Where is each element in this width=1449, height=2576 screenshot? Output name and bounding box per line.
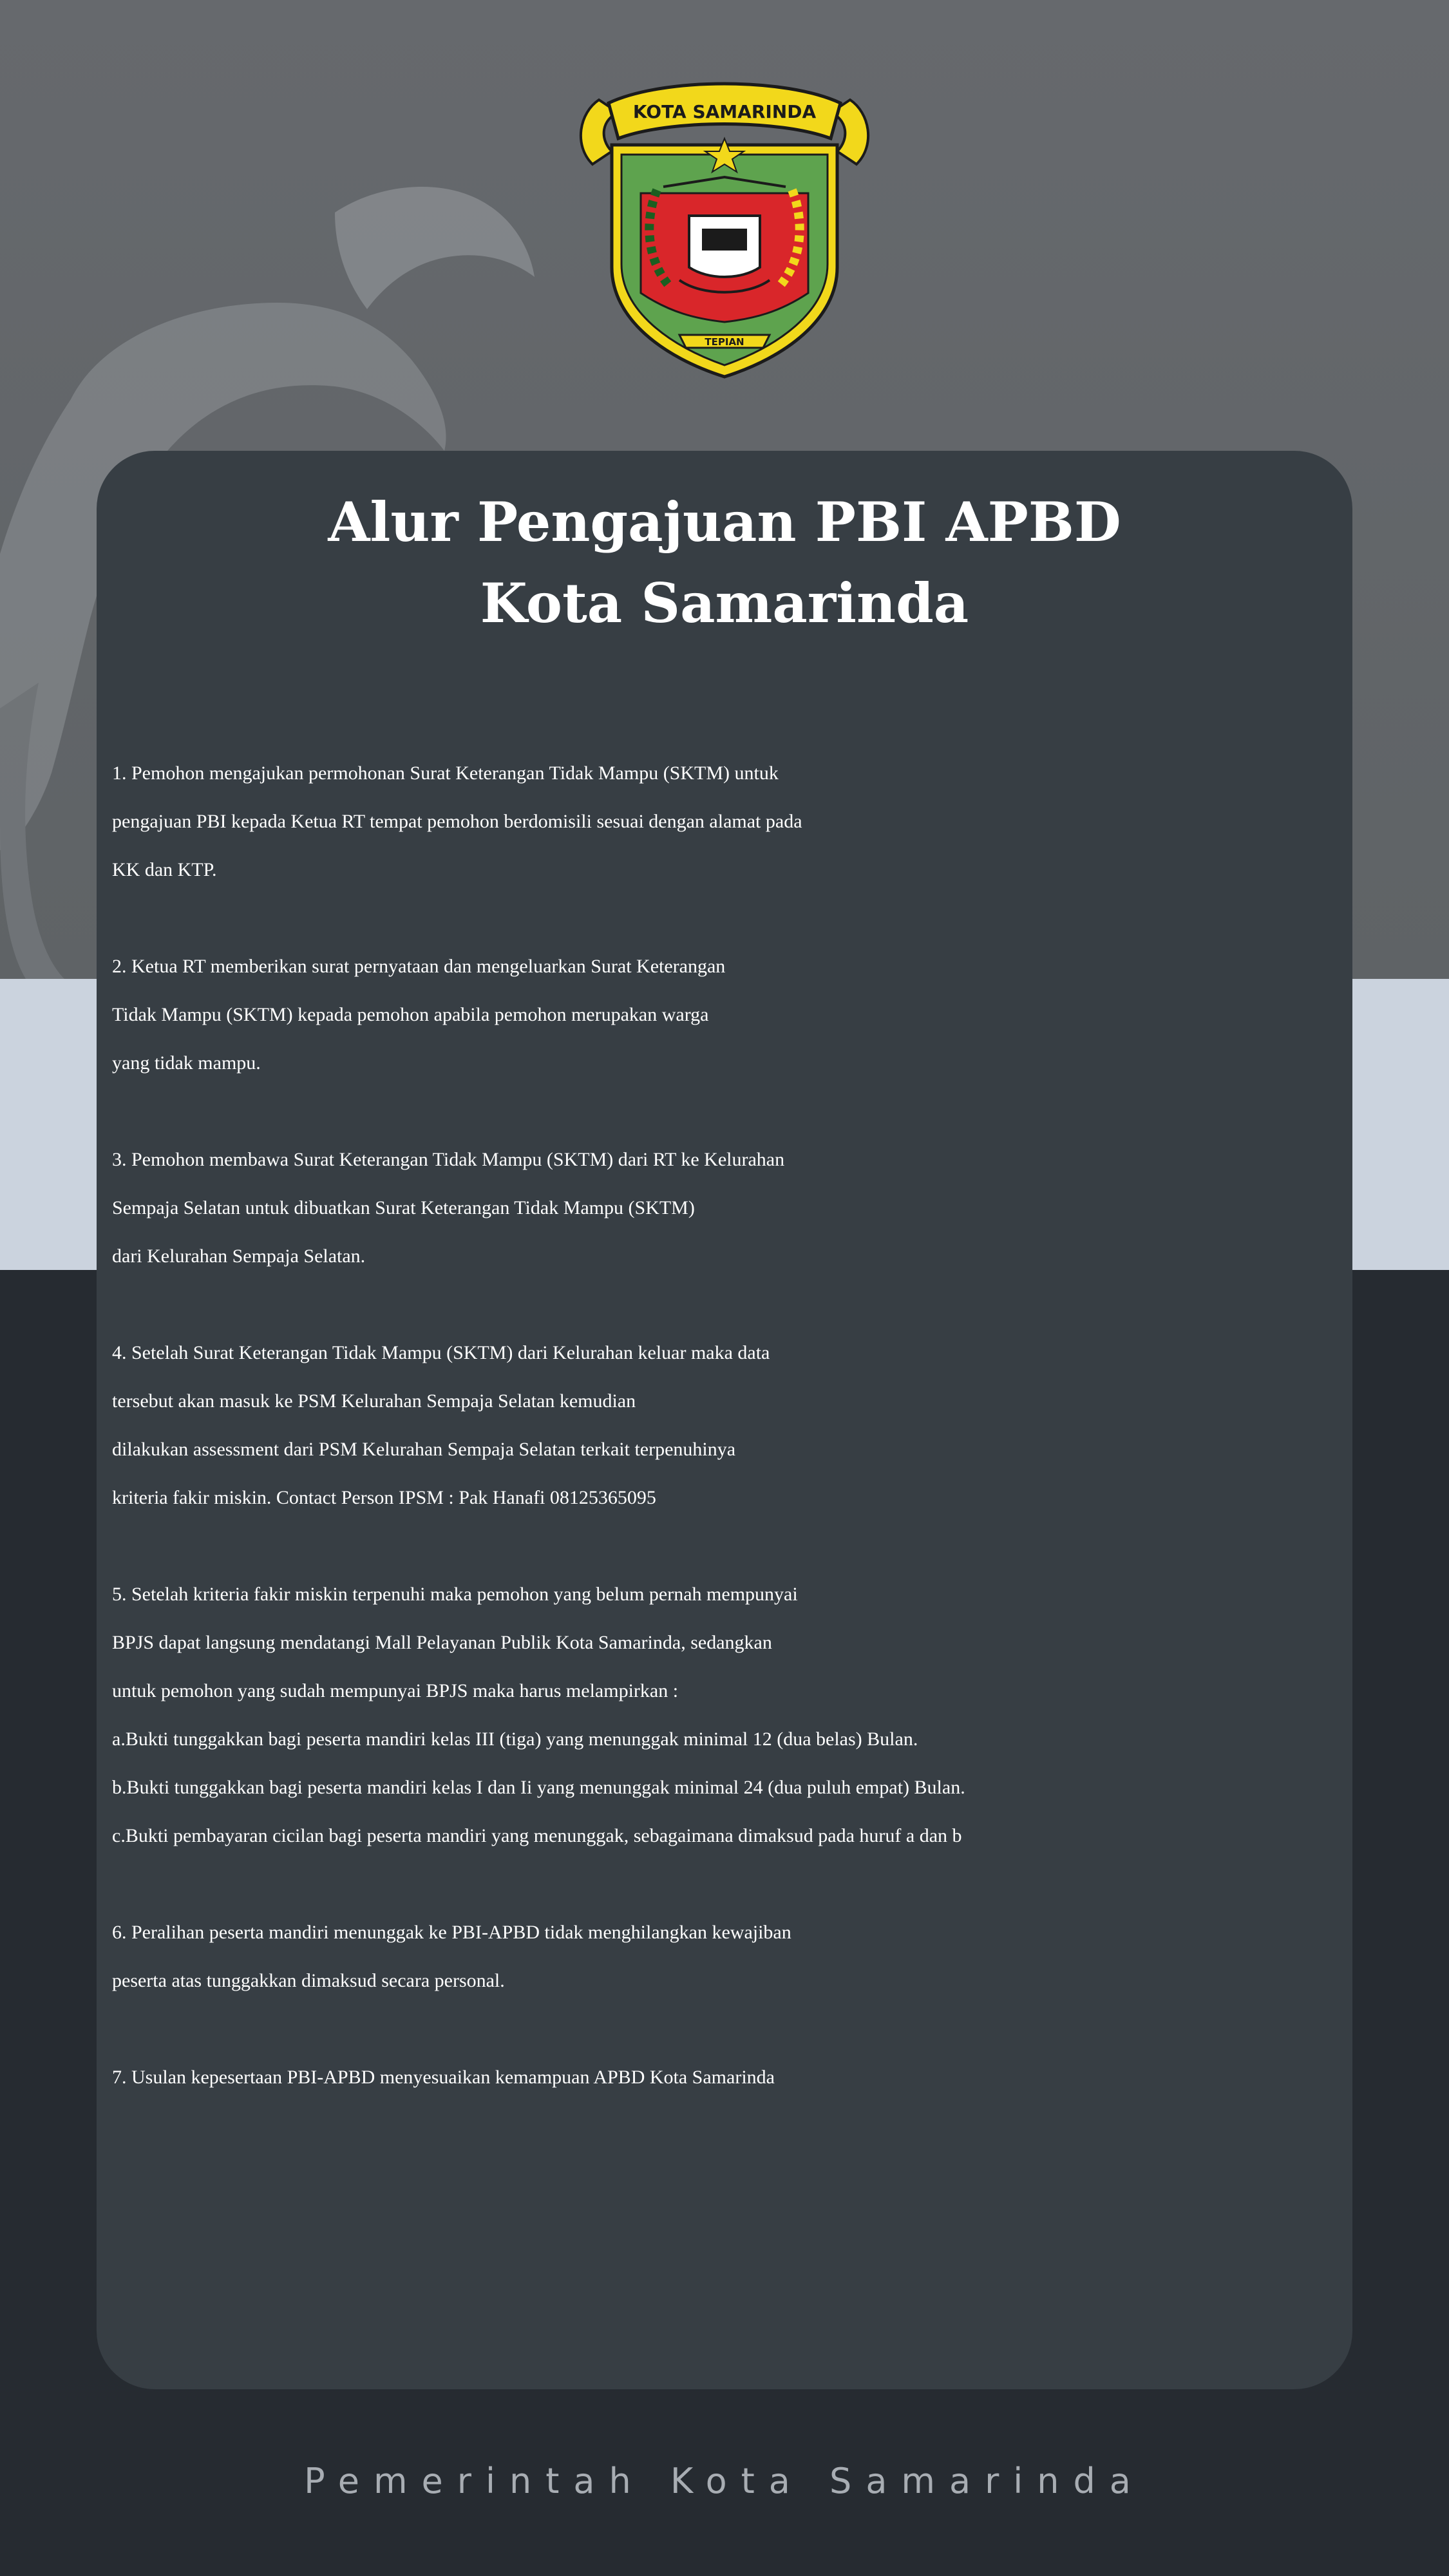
step-2 [112, 942, 1345, 1087]
step-text-line: kriteria fakir miskin. Contact Person IPSM : Pak Hanafi 08125365095 [112, 1487, 656, 1508]
step-text-line: dari Kelurahan Sempaja Selatan. [112, 1245, 366, 1267]
step-text-line: peserta atas tunggakkan dimaksud secara personal. [112, 1970, 505, 1991]
step-text-line: c.Bukti pembayaran cicilan bagi peserta mandiri yang menunggak, sebagaimana dimaksud pada huruf a dan b [112, 1825, 962, 1846]
step-6 [112, 1908, 1345, 2005]
procedure-steps [112, 749, 1345, 2150]
step-text-line: 7. Usulan kepesertaan PBI-APBD menyesuaikan kemampuan APBD Kota Samarinda [112, 2067, 775, 2088]
title-line-1: Alur Pengajuan PBI APBD [328, 490, 1121, 554]
step-7 [112, 2053, 1345, 2101]
step-text-line: b.Bukti tunggakkan bagi peserta mandiri kelas I dan Ii yang menunggak minimal 24 (dua puluh empat) Bulan. [112, 1777, 965, 1798]
footer-text: Pemerintah Kota Samarinda [304, 2461, 1145, 2501]
step-1 [112, 749, 1345, 894]
kota-samarinda-emblem [573, 74, 876, 383]
page-title [97, 482, 1352, 644]
step-4 [112, 1329, 1345, 1522]
step-3 [112, 1135, 1345, 1280]
svg-text:KOTA SAMARINDA: KOTA SAMARINDA [632, 101, 817, 122]
step-text-line: KK dan KTP. [112, 859, 217, 880]
step-text-line: 2. Ketua RT memberikan surat pernyataan dan mengeluarkan Surat Keterangan [112, 956, 726, 977]
step-text-line: Sempaja Selatan untuk dibuatkan Surat Keterangan Tidak Mampu (SKTM) [112, 1197, 695, 1218]
step-text-line: pengajuan PBI kepada Ketua RT tempat pemohon berdomisili sesuai dengan alamat pada [112, 811, 802, 832]
step-text-line: 4. Setelah Surat Keterangan Tidak Mampu (SKTM) dari Kelurahan keluar maka data [112, 1342, 770, 1363]
step-text-line: 5. Setelah kriteria fakir miskin terpenuhi maka pemohon yang belum pernah mempunyai [112, 1584, 798, 1605]
title-line-2: Kota Samarinda [480, 571, 969, 635]
step-5 [112, 1570, 1345, 1860]
step-text-line: yang tidak mampu. [112, 1052, 261, 1074]
step-text-line: 6. Peralihan peserta mandiri menunggak ke PBI-APBD tidak menghilangkan kewajiban [112, 1922, 791, 1943]
step-text-line: dilakukan assessment dari PSM Kelurahan Sempaja Selatan terkait terpenuhinya [112, 1439, 736, 1460]
content-card [97, 451, 1352, 2389]
step-text-line: 3. Pemohon membawa Surat Keterangan Tidak Mampu (SKTM) dari RT ke Kelurahan [112, 1149, 785, 1170]
step-text-line: BPJS dapat langsung mendatangi Mall Pelayanan Publik Kota Samarinda, sedangkan [112, 1632, 772, 1653]
step-text-line: untuk pemohon yang sudah mempunyai BPJS maka harus melampirkan : [112, 1680, 679, 1701]
svg-text:TEPIAN: TEPIAN [705, 336, 744, 348]
step-text-line: a.Bukti tunggakkan bagi peserta mandiri kelas III (tiga) yang menunggak minimal 12 (dua belas) Bulan. [112, 1728, 918, 1750]
step-text-line: Tidak Mampu (SKTM) kepada pemohon apabila pemohon merupakan warga [112, 1004, 709, 1025]
step-text-line: tersebut akan masuk ke PSM Kelurahan Sempaja Selatan kemudian [112, 1390, 636, 1412]
step-text-line: 1. Pemohon mengajukan permohonan Surat Keterangan Tidak Mampu (SKTM) untuk [112, 762, 779, 784]
